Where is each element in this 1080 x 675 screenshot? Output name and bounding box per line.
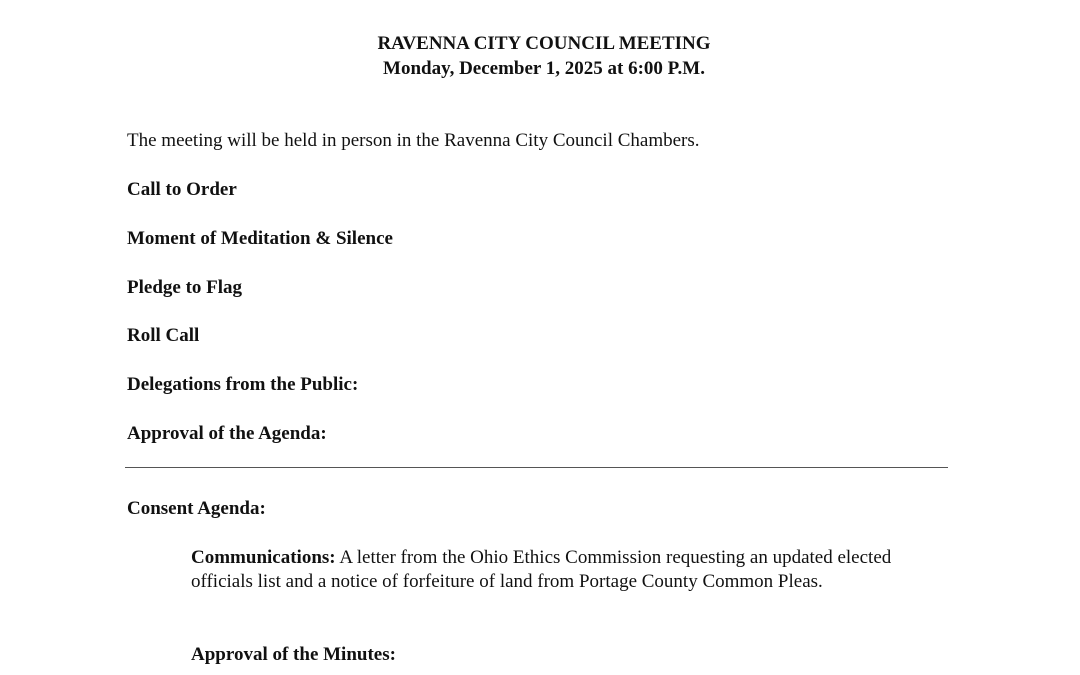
meeting-title: RAVENNA CITY COUNCIL MEETING bbox=[377, 33, 711, 54]
agenda-item-meditation: Moment of Meditation & Silence bbox=[127, 228, 393, 249]
agenda-item-call-to-order: Call to Order bbox=[127, 179, 237, 200]
agenda-item-approval-agenda: Approval of the Agenda: bbox=[127, 423, 327, 444]
agenda-item-roll-call: Roll Call bbox=[127, 325, 200, 346]
document-header bbox=[0, 31, 1080, 81]
intro-paragraph: The meeting will be held in person in the Ravenna City Council Chambers. bbox=[127, 130, 700, 151]
communications-text: A letter from the Ohio Ethics Commission requesting an updated elected officials list and a notice of forfeiture of land from Portage County Common Pleas. bbox=[191, 547, 892, 592]
meeting-date: Monday, December 1, 2025 at 6:00 P.M. bbox=[383, 58, 705, 79]
communications-paragraph bbox=[191, 546, 921, 594]
agenda-item-delegations: Delegations from the Public: bbox=[127, 374, 359, 395]
approval-minutes-heading: Approval of the Minutes: bbox=[191, 644, 396, 665]
communications-label: Communications: bbox=[191, 547, 336, 568]
agenda-item-pledge: Pledge to Flag bbox=[127, 277, 243, 298]
consent-agenda-heading: Consent Agenda: bbox=[127, 498, 266, 519]
section-divider bbox=[125, 467, 948, 468]
